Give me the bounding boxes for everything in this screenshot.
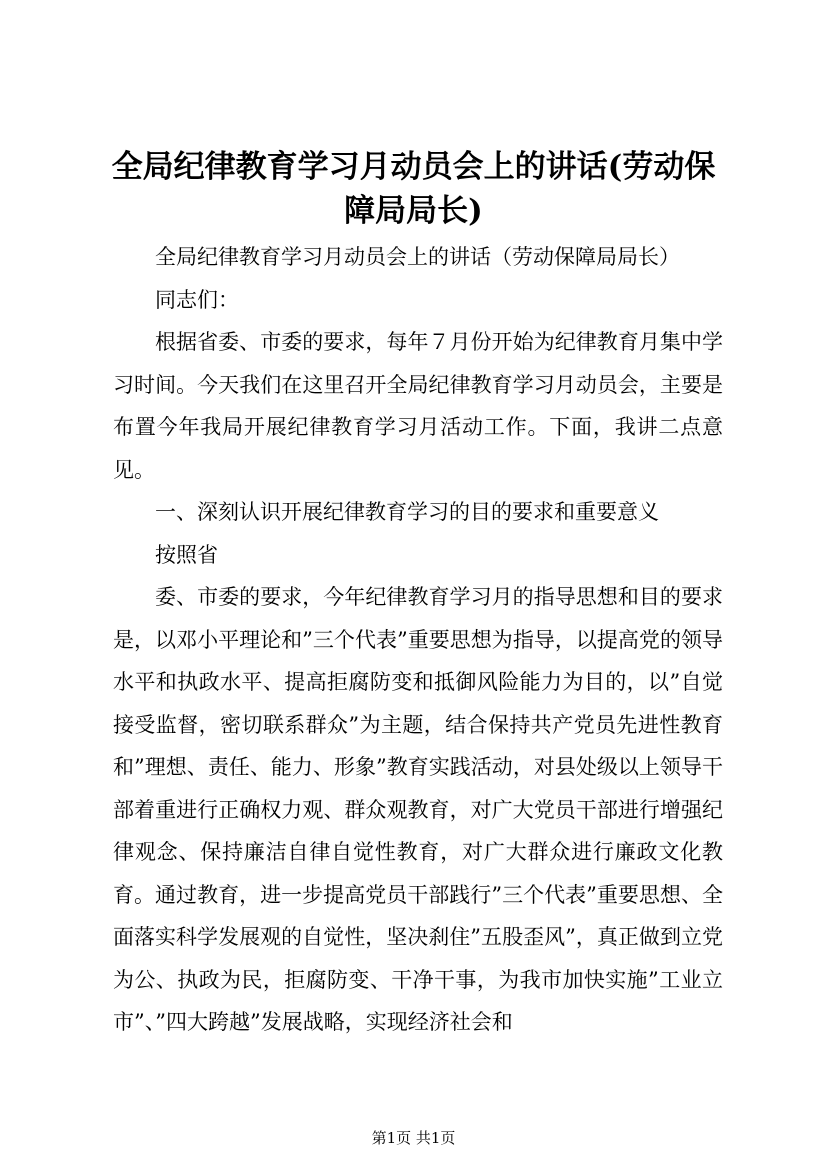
paragraph-subtitle: 全局纪律教育学习月动员会上的讲话（劳动保障局局长） (155, 245, 680, 269)
document-body (113, 236, 723, 1044)
page-number-footer: 第1页 共1页 (371, 1129, 456, 1147)
paragraph-section-heading: 一、深刻认识开展纪律教育学习的目的要求和重要意义 (155, 500, 659, 524)
paragraph-fragment: 按照省 (155, 542, 218, 567)
document-title: 全局纪律教育学习月动员会上的讲话(劳动保障局局长) (111, 149, 716, 229)
paragraph-intro: 根据省委、市委的要求，每年７月份开始为纪律教育月集中学习时间。今天我们在这里召开全局纪律教育学习月动员会，主要是布置今年我局开展纪律教育学习月活动工作。下面，我讲二点意见。 (113, 330, 723, 482)
paragraph-main: 委、市委的要求，今年纪律教育学习月的指导思想和目的要求是，以邓小平理论和”三个代表”重要思想为指导，以提高党的领导水平和执政水平、提高拒腐防变和抵御风险能力为目的，以”自觉接受监督，密切联系群众”为主题，结合保持共产党员先进性教育和”理想、责任、能力、形象”教育实践活动，对县处级以上领导干部着重进行正确权力观、群众观教育，对广大党员干部进行增强纪律观念、保持廉洁自律自觉性教育，对广大群众进行廉政文化教育。通过教育，进一步提高党员干部践行”三个代表”重要思想、全面落实科学发展观的自觉性，坚决刹住”五股歪风”，真正做到立党为公、执政为民，拒腐防变、干净干事，为我市加快实施”工业立市”、”四大跨越”发展战略，实现经济社会和 (113, 585, 723, 1034)
paragraph-salutation: 同志们： (155, 287, 239, 312)
